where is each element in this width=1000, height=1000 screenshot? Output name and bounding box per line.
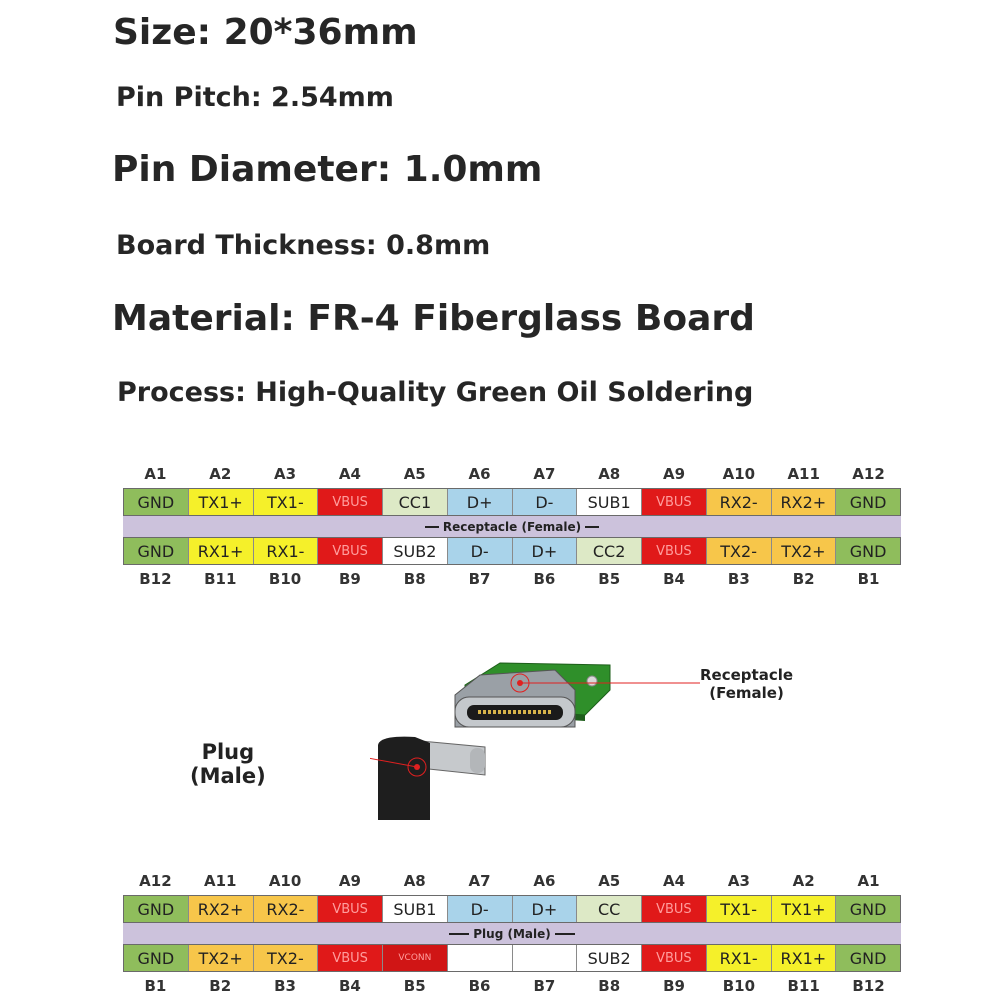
receptacle-shell: [455, 670, 575, 727]
pin-number: B6: [468, 977, 491, 995]
pin-signal-cell: VBUS: [642, 896, 707, 922]
spec-process: Process: High-Quality Green Oil Soldering: [117, 377, 754, 408]
pin-signal-cell: D-: [448, 538, 513, 564]
pin-signal-cell: GND: [124, 538, 189, 564]
pin-number: A12: [852, 465, 885, 483]
pin-signal-cell: VBUS: [642, 945, 707, 971]
receptacle-top-pin-numbers: [123, 465, 901, 485]
receptacle-callout-line1: Receptacle: [700, 666, 794, 684]
pin-signal-cell: RX2+: [772, 489, 837, 515]
pin-signal-cell: GND: [836, 489, 900, 515]
receptacle-pinout-table: [123, 465, 901, 590]
receptacle-top-signal-row: [123, 488, 901, 516]
plug-top-signal-row: [123, 895, 901, 923]
pin-signal-cell: SUB2: [577, 945, 642, 971]
pin-number: B9: [338, 570, 361, 588]
pin-signal-cell: TX2+: [772, 538, 837, 564]
pin-signal-cell: D-: [513, 489, 578, 515]
spec-board-thickness: Board Thickness: 0.8mm: [116, 230, 491, 261]
pin-number: B8: [403, 570, 426, 588]
pin-number: A4: [663, 872, 686, 890]
band-dash-right: [555, 933, 575, 935]
pin-number: A7: [468, 872, 491, 890]
pin-signal-cell: TX1+: [189, 489, 254, 515]
pin-number: A9: [338, 872, 361, 890]
pin-number: B12: [852, 977, 885, 995]
receptacle-band: [123, 516, 901, 537]
pin-number: A10: [722, 465, 756, 483]
plug-callout-line2: (Male): [190, 764, 266, 788]
pin-number: B6: [533, 570, 556, 588]
pin-signal-cell: CC2: [577, 538, 642, 564]
pin-number: B12: [139, 570, 172, 588]
pin-signal-cell: D+: [513, 538, 578, 564]
pin-signal-cell: GND: [836, 896, 900, 922]
pin-number: A5: [598, 872, 621, 890]
pin-number: B11: [204, 570, 237, 588]
pin-signal-cell: TX1-: [707, 896, 772, 922]
receptacle-bottom-signal-row: [123, 537, 901, 565]
pin-signal-cell: TX2-: [254, 945, 319, 971]
receptacle-band-label: Receptacle (Female): [442, 519, 582, 534]
pin-signal-cell: D+: [513, 896, 578, 922]
pin-number: B10: [268, 570, 302, 588]
pin-number: A4: [338, 465, 361, 483]
pin-number: B10: [722, 977, 756, 995]
plug-bottom-signal-row: [123, 944, 901, 972]
pin-number: A2: [209, 465, 232, 483]
pin-signal-cell: RX2+: [189, 896, 254, 922]
pin-signal-cell: VBUS: [318, 945, 383, 971]
receptacle-callout-line2: (Female): [709, 684, 784, 702]
band-dash-left: [425, 526, 439, 528]
pin-number: A8: [598, 465, 621, 483]
pin-number: B3: [727, 570, 750, 588]
pin-signal-cell: VCONN: [383, 945, 448, 971]
pin-number: B4: [338, 977, 361, 995]
pin-number: B7: [468, 570, 491, 588]
pin-signal-cell: CC1: [383, 489, 448, 515]
pin-number: A8: [403, 872, 426, 890]
pin-signal-cell: RX1-: [254, 538, 319, 564]
pin-signal-cell: GND: [836, 945, 900, 971]
pin-signal-cell: GND: [124, 489, 189, 515]
pin-number: B5: [598, 570, 621, 588]
plug-pinout-table: [123, 872, 901, 997]
pin-number: A7: [533, 465, 556, 483]
spec-size: Size: 20*36mm: [113, 12, 418, 53]
pin-signal-cell: GND: [124, 945, 189, 971]
pin-number: B3: [274, 977, 296, 995]
connector-illustration: [370, 655, 700, 825]
spec-pin-diameter: Pin Diameter: 1.0mm: [112, 149, 543, 190]
plug-body: [378, 737, 485, 820]
pin-signal-cell: D-: [448, 896, 513, 922]
plug-top-pin-numbers: [123, 872, 901, 892]
pin-number: A3: [727, 872, 750, 890]
pin-number: A3: [274, 465, 297, 483]
pin-signal-cell: VBUS: [642, 538, 707, 564]
pin-signal-cell: RX2-: [707, 489, 772, 515]
pin-signal-cell: GND: [836, 538, 900, 564]
pin-number: A10: [268, 872, 302, 890]
pin-number: A6: [533, 872, 556, 890]
pin-signal-cell: VBUS: [318, 896, 383, 922]
pin-number: B2: [792, 570, 815, 588]
pin-signal-cell: SUB1: [577, 489, 642, 515]
pin-signal-cell: VBUS: [318, 538, 383, 564]
receptacle-bottom-pin-numbers: [123, 570, 901, 590]
pin-signal-cell: [448, 945, 513, 971]
pin-signal-cell: VBUS: [642, 489, 707, 515]
pin-number: A5: [403, 465, 426, 483]
pin-number: A1: [144, 465, 167, 483]
pin-signal-cell: RX2-: [254, 896, 319, 922]
receptacle-callout: [700, 666, 793, 702]
plug-band-label: Plug (Male): [473, 926, 551, 941]
pin-number: A6: [468, 465, 491, 483]
pin-signal-cell: CC: [577, 896, 642, 922]
spec-material: Material: FR-4 Fiberglass Board: [112, 298, 755, 339]
pin-signal-cell: [513, 945, 578, 971]
pin-number: B2: [209, 977, 232, 995]
pin-signal-cell: SUB1: [383, 896, 448, 922]
band-dash-left: [449, 933, 469, 935]
plug-band: [123, 923, 901, 944]
pin-number: A1: [857, 872, 880, 890]
pin-number: A12: [139, 872, 172, 890]
pin-number: B4: [663, 570, 685, 588]
pin-number: B5: [403, 977, 426, 995]
plug-bottom-pin-numbers: [123, 977, 901, 997]
pin-signal-cell: GND: [124, 896, 189, 922]
pin-number: B9: [663, 977, 685, 995]
pin-signal-cell: TX1+: [772, 896, 837, 922]
pin-number: A9: [663, 465, 686, 483]
band-dash-right: [585, 526, 599, 528]
pin-signal-cell: TX1-: [254, 489, 319, 515]
pin-signal-cell: RX1-: [707, 945, 772, 971]
spec-pin-pitch: Pin Pitch: 2.54mm: [116, 82, 394, 113]
pin-number: B1: [857, 570, 880, 588]
pin-number: B1: [144, 977, 167, 995]
pin-number: B11: [787, 977, 820, 995]
plug-callout-line1: Plug: [201, 740, 255, 764]
pin-number: B7: [533, 977, 556, 995]
pin-signal-cell: RX1+: [772, 945, 837, 971]
pin-signal-cell: TX2+: [189, 945, 254, 971]
pin-number: A11: [204, 872, 237, 890]
pin-signal-cell: RX1+: [189, 538, 254, 564]
pin-number: A2: [792, 872, 815, 890]
pin-signal-cell: SUB2: [383, 538, 448, 564]
pin-signal-cell: VBUS: [318, 489, 383, 515]
plug-callout: [190, 740, 266, 788]
pin-signal-cell: D+: [448, 489, 513, 515]
pin-signal-cell: TX2-: [707, 538, 772, 564]
pin-number: B8: [598, 977, 621, 995]
pin-number: A11: [787, 465, 820, 483]
